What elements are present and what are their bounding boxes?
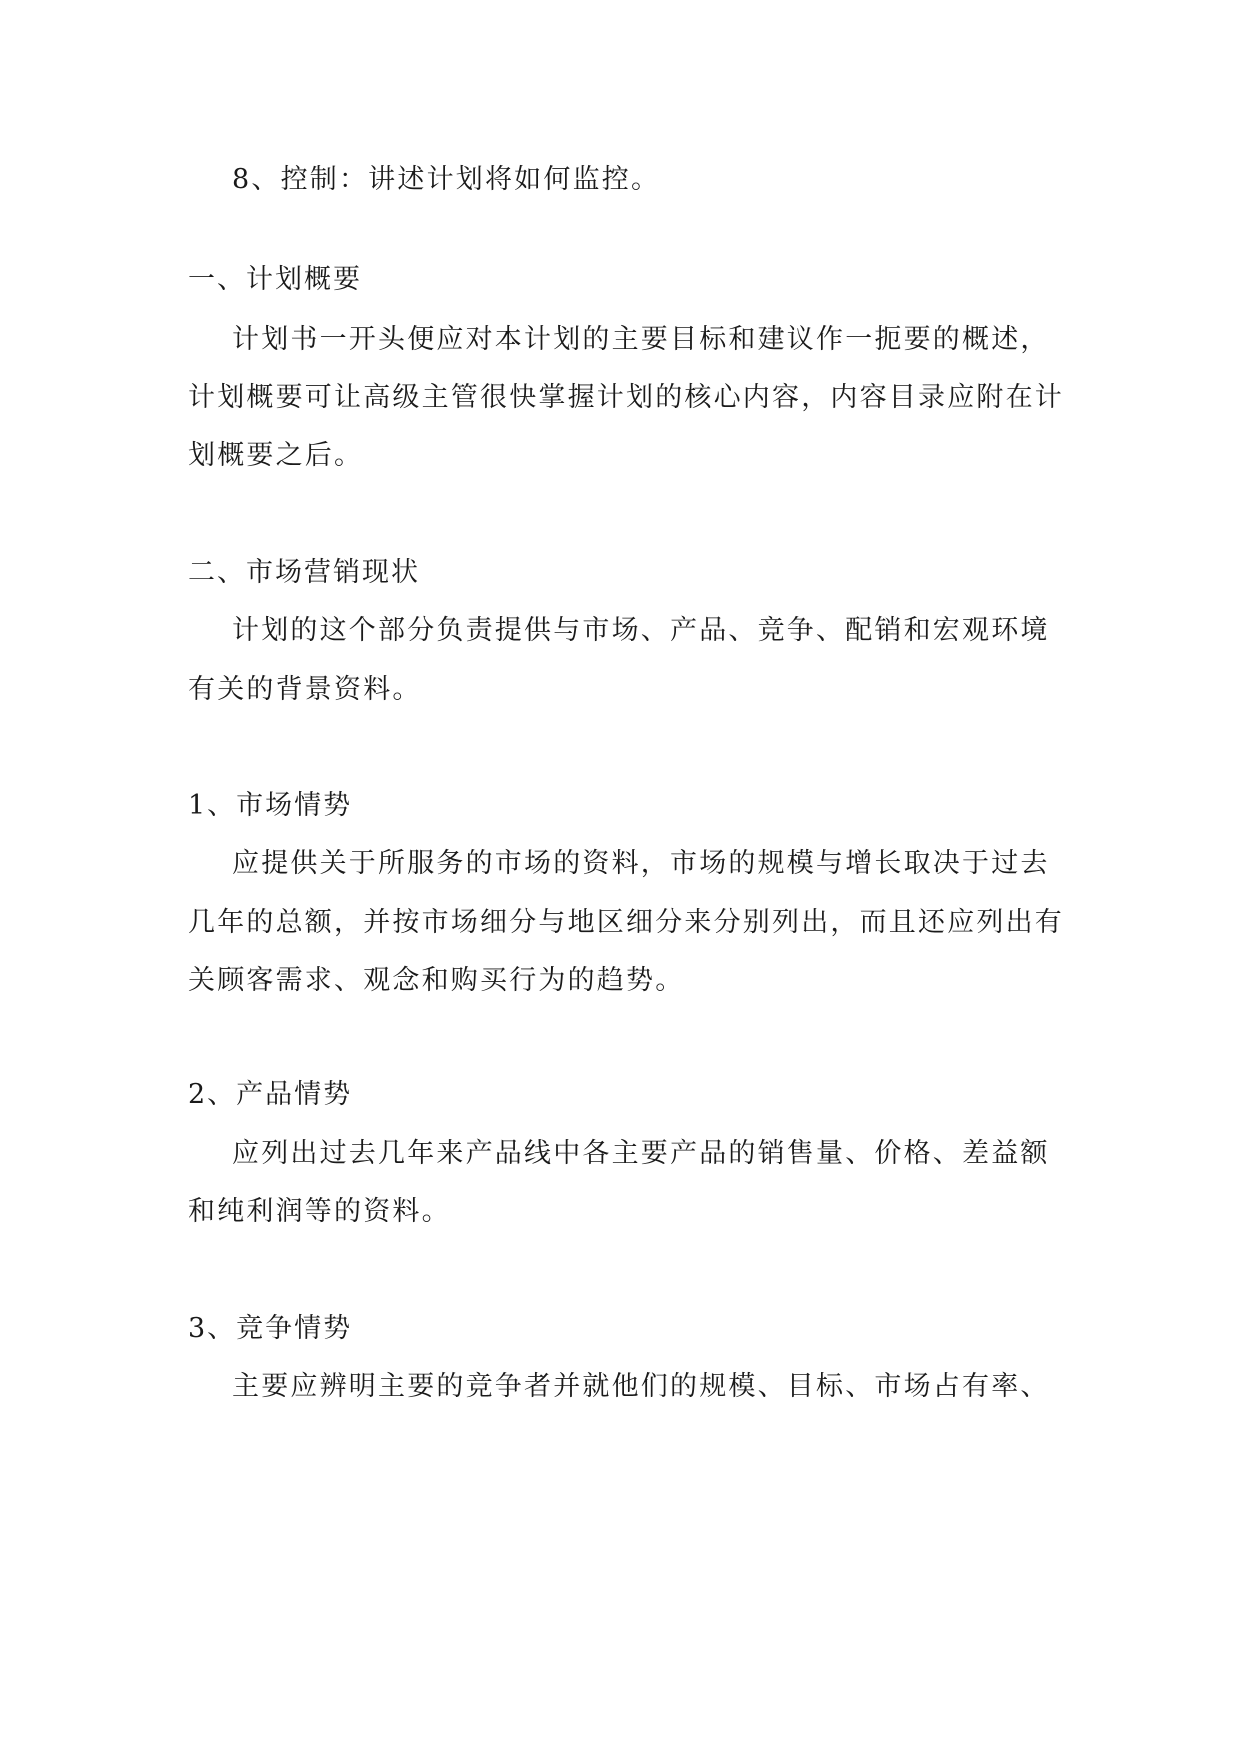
control-item-text: 8、控制：讲述计划将如何监控。 [232,164,661,195]
paragraph-line: 主要应辨明主要的竞争者并就他们的规模、目标、市场占有率、 [232,1371,1050,1402]
section-heading-plan-summary: 一、计划概要 [188,264,362,295]
subsection-heading-product-situation: 2、产品情势 [188,1079,353,1110]
paragraph-line: 有关的背景资料。 [188,674,422,705]
paragraph-line: 和纯利润等的资料。 [188,1196,451,1227]
paragraph-line: 计划概要可让高级主管很快掌握计划的核心内容，内容目录应附在计 [188,382,1064,413]
paragraph-line: 计划书一开头便应对本计划的主要目标和建议作一扼要的概述， [232,324,1050,355]
paragraph-line: 关顾客需求、观念和购买行为的趋势。 [188,965,685,996]
subsection-heading-competition-situation: 3、竞争情势 [188,1313,353,1344]
subsection-heading-market-situation: 1、市场情势 [188,790,353,821]
paragraph-line: 划概要之后。 [188,440,364,471]
paragraph-line: 计划的这个部分负责提供与市场、产品、竞争、配销和宏观环境 [232,615,1050,646]
section-heading-marketing-status: 二、市场营销现状 [188,557,420,588]
paragraph-line: 应提供关于所服务的市场的资料，市场的规模与增长取决于过去 [232,848,1050,879]
paragraph-line: 应列出过去几年来产品线中各主要产品的销售量、价格、差益额 [232,1138,1050,1169]
paragraph-line: 几年的总额，并按市场细分与地区细分来分别列出，而且还应列出有 [188,907,1064,938]
